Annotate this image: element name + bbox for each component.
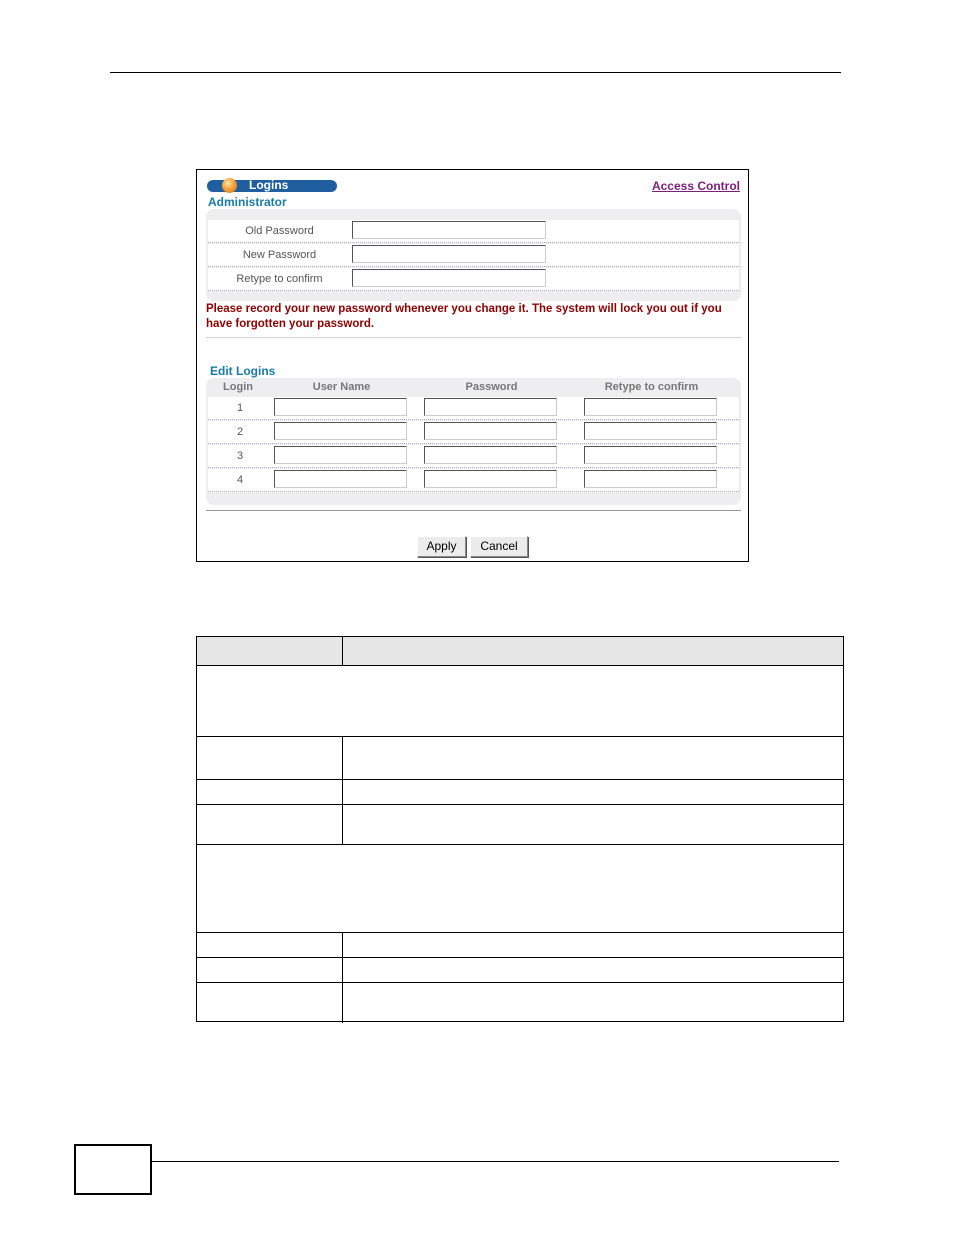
- retype-input[interactable]: [584, 398, 717, 416]
- access-control-link[interactable]: Access Control: [651, 179, 740, 193]
- header-rule: [110, 72, 841, 73]
- table-row: [208, 397, 739, 420]
- password-input[interactable]: [424, 470, 557, 488]
- table-row: [208, 469, 739, 492]
- old-password-input[interactable]: [352, 221, 546, 239]
- retype-input[interactable]: [584, 446, 717, 464]
- section-divider: [206, 337, 741, 338]
- title-bar: [207, 180, 337, 192]
- password-input[interactable]: [424, 398, 557, 416]
- old-password-row: [208, 220, 739, 243]
- table-row: [197, 805, 843, 845]
- administrator-panel: [206, 209, 741, 301]
- button-divider: [206, 510, 741, 511]
- table-row: [208, 445, 739, 468]
- col-login: Login: [223, 381, 253, 393]
- table-row: [197, 780, 843, 805]
- table-row: [197, 933, 843, 958]
- retype-password-label: Retype to confirm: [236, 273, 323, 285]
- logins-screenshot: [196, 169, 749, 562]
- login-number: 2: [236, 426, 244, 438]
- table-row: [208, 421, 739, 444]
- table-section-row: [197, 845, 843, 933]
- cancel-button[interactable]: Cancel: [470, 536, 528, 557]
- col-user-name: User Name: [312, 381, 371, 393]
- apply-button[interactable]: Apply: [417, 536, 466, 557]
- login-number: 3: [236, 450, 244, 462]
- table-row: [197, 737, 843, 780]
- edit-logins-heading: Edit Logins: [210, 364, 276, 378]
- col-retype: Retype to confirm: [604, 381, 699, 393]
- new-password-row: [208, 244, 739, 267]
- table-header-row: [197, 637, 843, 666]
- user-name-input[interactable]: [274, 446, 407, 464]
- new-password-label: New Password: [242, 249, 317, 261]
- table-row: [197, 958, 843, 983]
- login-number: 4: [236, 474, 244, 486]
- new-password-input[interactable]: [352, 245, 546, 263]
- column-divider: [342, 933, 343, 1023]
- password-warning: Please record your new password whenever you change it. The system will lock you out if you have forgotten your password.: [206, 303, 722, 330]
- column-divider: [342, 637, 343, 666]
- old-password-label: Old Password: [245, 225, 314, 237]
- login-number: 1: [236, 402, 244, 414]
- orb-icon: [222, 178, 237, 193]
- user-name-input[interactable]: [274, 398, 407, 416]
- retype-input[interactable]: [584, 422, 717, 440]
- col-password: Password: [465, 381, 518, 393]
- table-section-row: [197, 666, 843, 737]
- administrator-heading: Administrator: [208, 195, 287, 209]
- edit-logins-panel: [206, 378, 741, 505]
- retype-input[interactable]: [584, 470, 717, 488]
- user-name-input[interactable]: [274, 470, 407, 488]
- retype-password-row: [208, 268, 739, 291]
- page-number-box: [74, 1144, 152, 1195]
- retype-password-input[interactable]: [352, 269, 546, 287]
- password-input[interactable]: [424, 422, 557, 440]
- password-input[interactable]: [424, 446, 557, 464]
- column-divider: [342, 737, 343, 845]
- user-name-input[interactable]: [274, 422, 407, 440]
- footer-rule: [152, 1161, 839, 1162]
- description-table: [196, 636, 844, 1022]
- page-title: Logins: [249, 178, 289, 192]
